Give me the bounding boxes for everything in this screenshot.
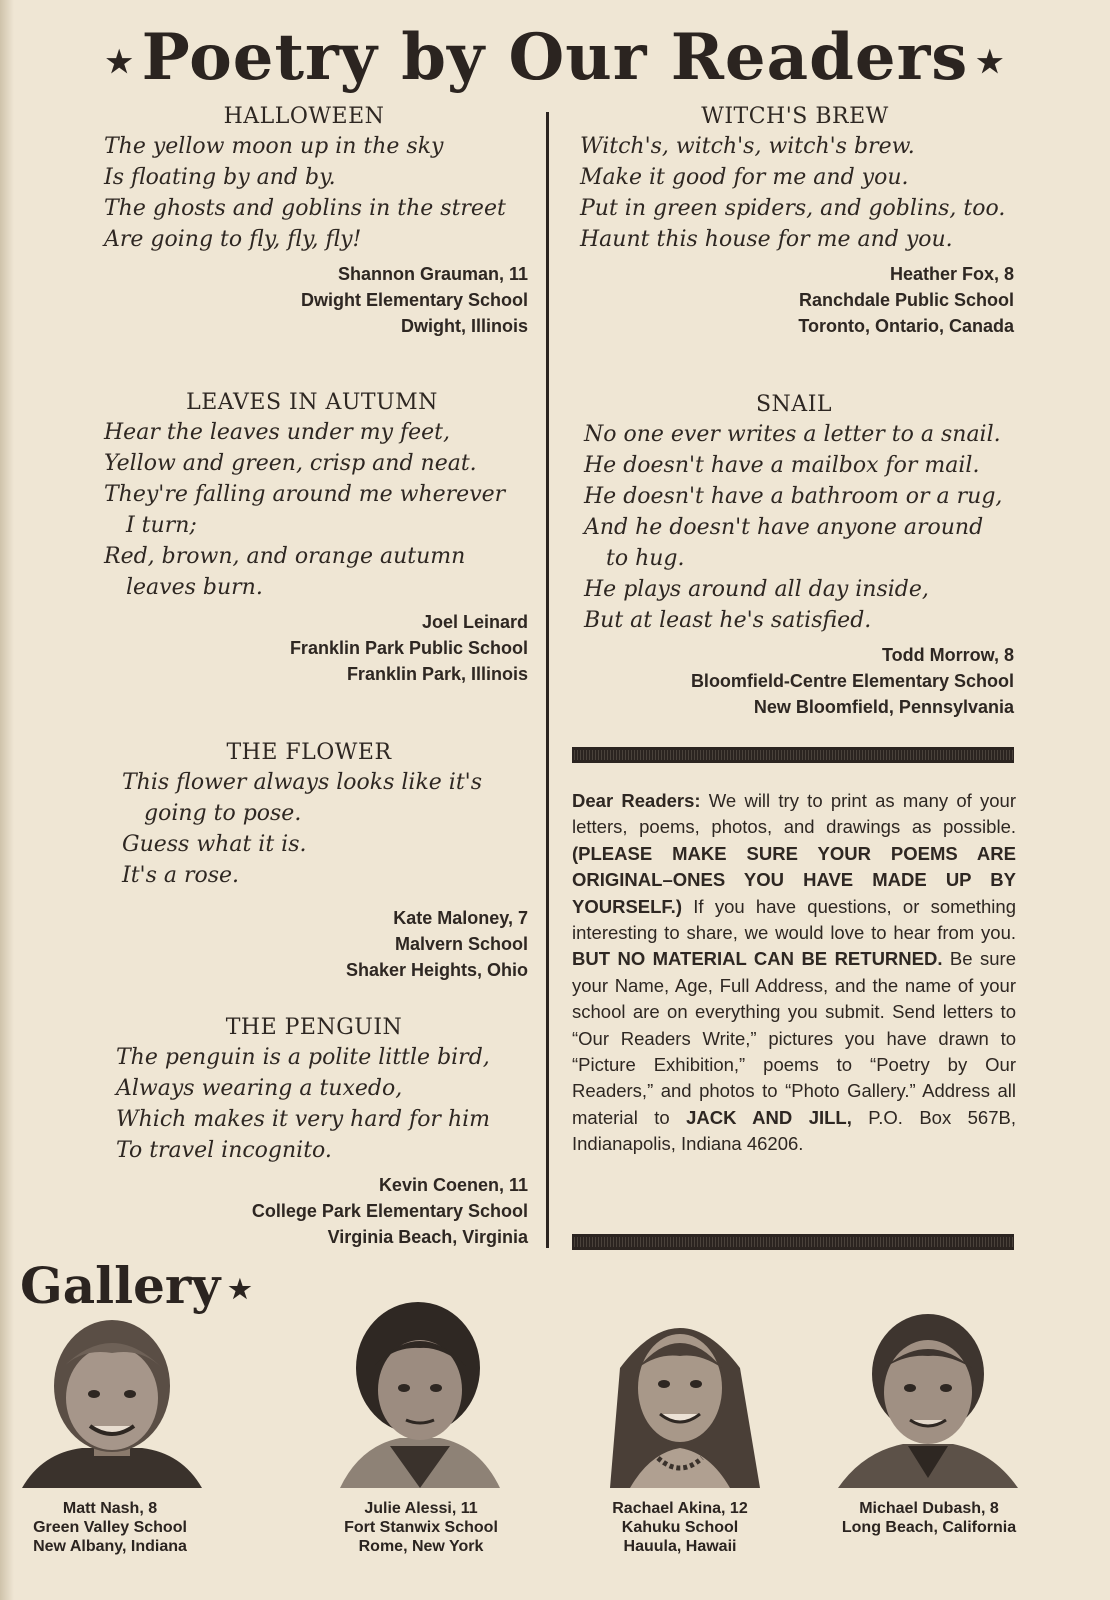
page-header (0, 20, 1110, 95)
poem-line: They're falling around me wherever (104, 482, 506, 507)
star-icon: ★ (228, 1275, 252, 1305)
poem-line: Are going to fly, fly, fly! (104, 227, 362, 252)
poem-school: Ranchdale Public School (798, 290, 1014, 310)
poem-author: Shannon Grauman, 11 (337, 264, 528, 284)
poem-leaves-in-autumn (104, 390, 528, 687)
poem-author: Kevin Coenen, 11 (378, 1175, 528, 1195)
gallery-photo-rachael-akina (590, 1298, 770, 1488)
gallery-school: Green Valley School (33, 1519, 187, 1536)
poem-school: Franklin Park Public School (289, 638, 528, 658)
gallery-photo-matt-nash (22, 1308, 202, 1488)
gallery-heading (20, 1256, 260, 1315)
poem-place: Shaker Heights, Ohio (345, 960, 528, 980)
gallery-name: Rachael Akina, 12 (612, 1500, 748, 1517)
poem-place: New Bloomfield, Pennsylvania (753, 697, 1014, 717)
gallery-school: Fort Stanwix School (344, 1519, 498, 1536)
gallery-caption (20, 1499, 200, 1556)
star-icon: ★ (976, 45, 1005, 80)
gallery-school: Kahuku School (621, 1519, 739, 1536)
poem-line: Haunt this house for me and you. (580, 227, 953, 252)
poem-title: WITCH'S BREW (701, 104, 889, 129)
poem-title: THE PENGUIN (225, 1015, 403, 1040)
readers-note-text: P.O. Box 567B, Indianapolis, Indiana 46206. (572, 1106, 1016, 1155)
poem-line: He plays around all day inside, (584, 577, 929, 602)
readers-note (572, 788, 1016, 1158)
poem-line: Which makes it very hard for him (116, 1107, 491, 1132)
gallery-school: Long Beach, California (841, 1519, 1017, 1536)
poem-author: Todd Morrow, 8 (882, 645, 1014, 665)
poem-line: He doesn't have a bathroom or a rug, (584, 484, 1003, 509)
gallery-name: Matt Nash, 8 (62, 1500, 158, 1517)
poem-line: to hug. (606, 546, 685, 571)
poem-line: Yellow and green, crisp and neat. (104, 451, 477, 476)
poem-line: The penguin is a polite little bird, (116, 1045, 490, 1070)
poem-halloween (104, 104, 528, 339)
poem-witchs-brew (580, 104, 1014, 339)
poem-snail (584, 392, 1014, 720)
gallery-place: New Albany, Indiana (33, 1538, 187, 1555)
poem-school: Bloomfield-Centre Elementary School (690, 671, 1014, 691)
poem-the-penguin (104, 1015, 528, 1250)
poem-school: College Park Elementary School (251, 1201, 528, 1221)
readers-note-text: We will try to print as many of your letters, poems, photos, and drawings as possible. (572, 790, 1017, 838)
readers-note-text: If you have questions, or something interesting to share, we would love to hear from you. (572, 895, 1016, 944)
poem-line: Put in green spiders, and goblins, too. (580, 196, 1006, 221)
poem-line: To travel incognito. (116, 1138, 332, 1163)
gallery-name: Michael Dubash, 8 (859, 1500, 999, 1517)
page-title: Poetry by Our Readers (141, 20, 969, 95)
poem-line: No one ever writes a letter to a snail. (584, 422, 1001, 447)
gallery-place: Hauula, Hawaii (623, 1538, 737, 1555)
divider-bar (572, 747, 1014, 763)
poem-line: This flower always looks like it's (122, 770, 483, 795)
poem-school: Malvern School (394, 934, 528, 954)
poem-line: He doesn't have a mailbox for mail. (584, 453, 980, 478)
poem-author: Heather Fox, 8 (889, 264, 1014, 284)
poem-line: And he doesn't have anyone around (584, 515, 984, 540)
poem-title: SNAIL (755, 392, 832, 417)
poem-line: But at least he's satisfied. (584, 608, 872, 633)
poem-line: Is floating by and by. (104, 165, 336, 190)
gallery-photo-julie-alessi (330, 1296, 510, 1488)
poem-line: Guess what it is. (122, 832, 307, 857)
gallery-caption (575, 1499, 785, 1556)
readers-note-lead: Dear Readers: (572, 790, 701, 811)
gallery-caption (820, 1499, 1038, 1537)
readers-note-emphasis: (PLEASE MAKE SURE YOUR POEMS ARE ORIGINAL–ONES YOU HAVE MADE UP BY YOURSELF.) (572, 842, 1016, 917)
poem-place: Dwight, Illinois (401, 316, 528, 336)
poem-line: I turn; (126, 513, 197, 538)
poem-title: THE FLOWER (226, 740, 392, 765)
divider-bar (572, 1234, 1014, 1250)
poem-line: leaves burn. (126, 575, 263, 600)
column-divider (546, 112, 549, 1248)
poem-place: Virginia Beach, Virginia (327, 1227, 528, 1247)
gallery-photo-michael-dubash (838, 1302, 1018, 1488)
gallery-name: Julie Alessi, 11 (364, 1500, 478, 1517)
poem-line: Witch's, witch's, witch's brew. (580, 134, 915, 159)
poem-author: Kate Maloney, 7 (393, 908, 528, 928)
poem-line: Make it good for me and you. (580, 165, 909, 190)
poem-line: Hear the leaves under my feet, (104, 420, 451, 445)
poem-the-flower (104, 740, 528, 983)
poem-line: going to pose. (144, 801, 302, 826)
poem-line: The ghosts and goblins in the street (104, 196, 506, 221)
gallery-place: Rome, New York (358, 1538, 484, 1555)
poem-title: LEAVES IN AUTUMN (186, 390, 438, 415)
poem-place: Toronto, Ontario, Canada (798, 316, 1014, 336)
poem-line: Red, brown, and orange autumn (104, 544, 466, 569)
poem-title: HALLOWEEN (223, 104, 385, 129)
gallery-title: Gallery (20, 1256, 221, 1315)
readers-note-text: Be sure your Name, Age, Full Address, and the name of your school are on everything you submit. Send letters to “Our Readers Write,” pictures you have drawn to “Picture Exhibition,” poems to “Poetry by Our Readers,” and photos to “Photo Gallery.” Address all material to (572, 948, 1016, 1128)
gallery-caption (316, 1499, 526, 1556)
poem-line: It's a rose. (122, 863, 240, 888)
page-binding-edge (0, 0, 14, 1600)
readers-note-emphasis: BUT NO MATERIAL CAN BE RETURNED. (572, 948, 943, 970)
poem-author: Joel Leinard (421, 612, 528, 632)
poem-line: The yellow moon up in the sky (104, 134, 444, 159)
star-icon: ★ (105, 45, 134, 80)
poem-line: Always wearing a tuxedo, (116, 1076, 403, 1101)
readers-note-emphasis: JACK AND JILL, (686, 1106, 852, 1128)
poem-place: Franklin Park, Illinois (346, 664, 528, 684)
poem-school: Dwight Elementary School (300, 290, 528, 310)
